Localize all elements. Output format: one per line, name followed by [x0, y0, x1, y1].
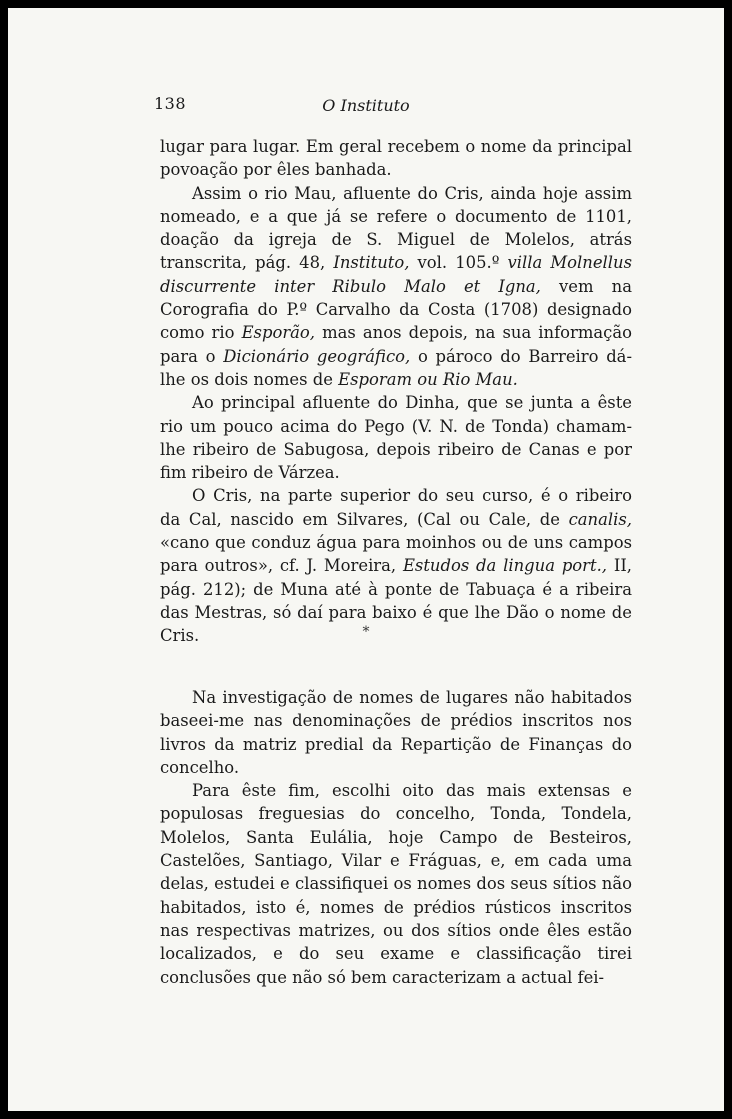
paragraph: Ao principal afluente do Dinha, que se junta a êste rio um pouco acima do Pego (V. N. de Tonda) chamam-lhe ribeiro de Sabugosa, depois ribeiro de Canas e por fim ribeiro de Várzea.: [160, 393, 632, 483]
page-number: 138: [154, 94, 187, 113]
body-text-bottom: [160, 686, 632, 989]
paragraph: O Cris, na parte superior do seu curso, é o ribeiro da Cal, nascido em Silvares, (Cal ou Cale, de canalis, «cano que conduz água para moinhos ou de uns campos para outros», cf. J. Moreira, Estudos da lingua port., II, pág. 212); de Muna até à ponte de Tabuaça é a ribeira das Mestras, só daí para baixo é que lhe Dão o nome de Cris.: [160, 486, 633, 646]
page-header: [8, 84, 724, 124]
paragraph: Na investigação de nomes de lugares não habitados baseei-me nas denominações de prédios inscritos nos livros da matriz predial da Repartição de Finanças do concelho.: [160, 688, 632, 777]
paragraph: lugar para lugar. Em geral recebem o nome da principal povoação por êles banhada.: [160, 137, 632, 180]
scanned-page: [8, 8, 724, 1111]
paragraph: Para êste fim, escolhi oito das mais extensas e populosas freguesias do concelho, Tonda, Tondela, Molelos, Santa Eulália, hoje Campo de Besteiros, Castelões, Santiago, Vilar e Fráguas, e, em cada uma delas, estudei e classifiquei os nomes dos seus sítios não habitados, isto é, nomes de prédios rústicos inscritos nas respectivas matrizes, ou dos sítios onde êles estão localizados, e do seu exame e classificação tirei conclusões que não só bem caracterizam a actual fei-: [160, 781, 632, 987]
running-title: O Instituto: [322, 96, 410, 115]
body-text-top: [160, 135, 632, 648]
paragraph: Assim o rio Mau, afluente do Cris, ainda hoje assim nomeado, e a que já se refere o documento de 1101, doação da igreja de S. Miguel de Molelos, atrás transcrita, pág. 48, Instituto, vol. 105.º villa Molnellus discurrente inter Ribulo Malo et Igna, vem na Corografia do P.º Carvalho da Costa (1708) designado como rio Esporão, mas anos depois, na sua informação para o Dicionário geográfico, o pároco do Barreiro dá-lhe os dois nomes de Esporam ou Rio Mau.: [160, 183, 633, 389]
section-separator: *: [362, 624, 370, 640]
